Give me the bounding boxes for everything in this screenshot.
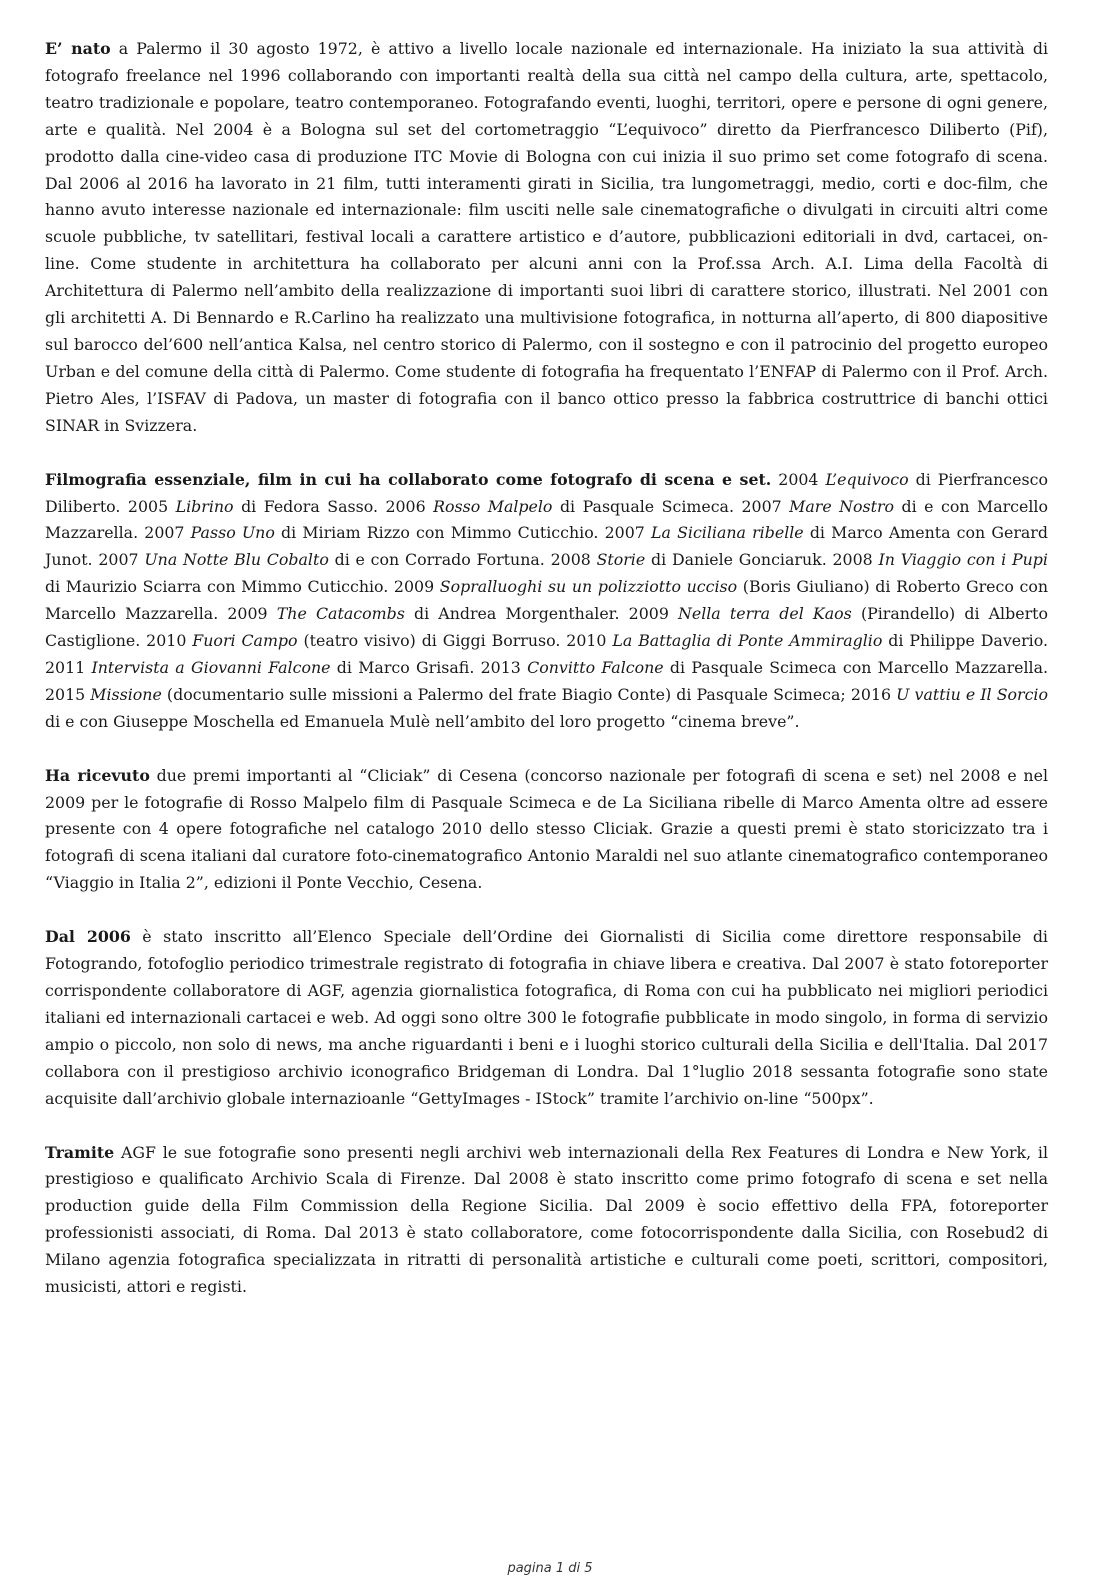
paragraph-text: due premi importanti al “Cliciak” di Cesena (concorso nazionale per fotografi di scena e set) nel 2008 e nel 2009 per le fotografie di Rosso Malpelo film di Pasquale Scimeca e de La Siciliana ribelle di Marco Amenta oltre ad essere presente con 4 opere fotografiche nel catalogo 2010 dello stesso Cliciak. Grazie a questi premi è stato storicizzato tra i fotografi di scena italiani dal curatore foto-cinematografico Antonio Maraldi nel suo atlante cinematografico contemporaneo “Viaggio in Italia 2”, edizioni il Ponte Vecchio, Cesena.	[45, 765, 1049, 893]
film-title: Nella terra del Kaos	[678, 604, 852, 624]
paragraph-text: AGF le sue fotografie sono presenti negli archivi web internazionali della Rex Features di Londra e New York, il prestigioso e qualificato Archivio Scala di Firenze. Dal 2008 è stato inscritto come primo fotografo di scena e set nella production guide della Film Commission della Regione Sicilia. Dal 2009 è socio effettivo della FPA, fotoreporter professionisti associati, di Roma. Dal 2013 è stato collaboratore, come fotocorrispondente dalla Sicilia, con Rosebud2 di Milano agenzia fotografica specializzata in ritratti di personalità artistiche e culturali come poeti, scrittori, compositori, musicisti, attori e registi.	[45, 1142, 1048, 1297]
film-title: Intervista a Giovanni Falcone	[91, 657, 331, 677]
filmography-text: (teatro visivo) di Giggi Borruso. 2010	[297, 631, 613, 651]
filmography-text: di Marco Amenta con Gerard Junot. 2007	[45, 523, 1048, 570]
journalism-paragraph	[45, 924, 1048, 1112]
biography-paragraph	[45, 36, 1048, 440]
filmography-text: di e con Corrado Fortuna. 2008	[328, 550, 597, 570]
film-title: U vattiu e Il Sorcio	[896, 684, 1048, 704]
filmography-text: di Daniele Gonciaruk. 2008	[645, 550, 879, 570]
filmography-text: di e con Giuseppe Moschella ed Emanuela Mulè nell’ambito del loro progetto “cinema breve”.	[45, 711, 800, 731]
film-title: Librino	[175, 496, 234, 516]
film-title: Una Notte Blu Cobalto	[144, 550, 329, 570]
film-title: Fuori Campo	[192, 631, 298, 651]
filmography-text: di Pierfrancesco Diliberto. 2005	[45, 469, 1048, 516]
document-body	[45, 36, 1048, 1301]
filmography-text: di e con Marcello Mazzarella. 2007	[45, 496, 1048, 543]
film-title: La Battaglia di Ponte Ammiraglio	[612, 631, 883, 651]
film-title: Convitto Falcone	[527, 657, 664, 677]
filmography-text: di Andrea Morgenthaler. 2009	[404, 604, 679, 624]
paragraph-lead: Tramite	[45, 1142, 115, 1162]
film-title: L’equivoco	[825, 469, 909, 489]
paragraph-text: è stato inscritto all’Elenco Speciale dell’Ordine dei Giornalisti di Sicilia come direttore responsabile di Fotogrando, fotofoglio periodico trimestrale registrato di fotografia in chiave libera e creativa. Dal 2007 è stato fotoreporter corrispondente collaboratore di AGF, agenzia giornalistica fotografica, di Roma con cui ha pubblicato nei migliori periodici italiani ed internazionali cartacei e web. Ad oggi sono oltre 300 le fotografie pubblicate in modo singolo, in forma di servizio ampio o piccolo, non solo di news, ma anche riguardanti i beni e i luoghi storico culturali della Sicilia e dell'Italia. Dal 2017 collabora con il prestigioso archivio iconografico Bridgeman di Londra. Dal 1°luglio 2018 sessanta fotografie sono state acquisite dall’archivio globale internazioanle “GettyImages - IStock” tramite l’archivio on-line “500px”.	[45, 927, 1048, 1108]
paragraph-text: a Palermo il 30 agosto 1972, è attivo a livello locale nazionale ed internazionale. Ha iniziato la sua attività di fotografo freelance nel 1996 collaborando con importanti realtà della sua città nel campo della cultura, arte, spettacolo, teatro tradizionale e popolare, teatro contemporaneo. Fotografando eventi, luoghi, territori, opere e persone di ogni genere, arte e qualità. Nel 2004 è a Bologna sul set del cortometraggio “L’equivoco” diretto da Pierfrancesco Diliberto (Pif), prodotto dalla cine-video casa di produzione ITC Movie di Bologna con cui inizia il suo primo set come fotografo di scena. Dal 2006 al 2016 ha lavorato in 21 film, tutti interamenti girati in Sicilia, tra lungometraggi, medio, corti e doc-film, che hanno avuto interesse nazionale ed internazionale: film usciti nelle sale cinematografiche o divulgati in circuiti altri come scuole pubbliche, tv satellitari, festival locali a carattere artistico e d’autore, pubblicazioni editoriali in dvd, cartacei, on-line. Come studente in architettura ha collaborato per alcuni anni con la Prof.ssa Arch. A.I. Lima della Facoltà di Architettura di Palermo nell’ambito della realizzazione di importanti suoi libri di carattere storico, illustrati. Nel 2001 con gli architetti A. Di Bennardo e R.Carlino ha realizzato una multivisione fotografica, in notturna all’aperto, di 800 diapositive sul barocco del’600 nell’antica Kalsa, nel centro storico di Palermo, con il sostegno e con il patrocinio del progetto europeo Urban e del comune della città di Palermo. Come studente di fotografia ha frequentato l’ENFAP di Palermo con il Prof. Arch. Pietro Ales, l’ISFAV di Padova, un master di fotografia con il banco ottico presso la fabbrica costruttrice di banchi ottici SINAR in Svizzera.	[45, 39, 1048, 435]
filmography-paragraph	[45, 467, 1048, 736]
film-title: Passo Uno	[190, 523, 275, 543]
film-title: The Catacombs	[276, 604, 405, 624]
filmography-text: di Maurizio Sciarra con Mimmo Cuticchio. 2009	[45, 577, 440, 597]
film-title: Mare Nostro	[789, 496, 895, 516]
filmography-text: (Boris Giuliano) di Roberto Greco con Marcello Mazzarella. 2009	[45, 577, 1049, 624]
film-title: Sopralluoghi su un polizziotto ucciso	[439, 577, 738, 597]
filmography-text: (Pirandello) di Alberto Castiglione. 2010	[45, 604, 1048, 651]
film-title: Missione	[90, 684, 162, 704]
film-title: In Viaggio con i Pupi	[878, 550, 1048, 570]
paragraph-lead: Filmografia essenziale, film in cui ha collaborato come fotografo di scena e set.	[45, 469, 772, 489]
filmography-text: (documentario sulle missioni a Palermo del frate Biagio Conte) di Pasquale Scimeca; 2016	[161, 684, 897, 704]
film-title: La Siciliana ribelle	[651, 523, 804, 543]
paragraph-lead: Ha ricevuto	[45, 765, 150, 785]
paragraph-lead: Dal 2006	[45, 927, 131, 947]
paragraph-lead: E’ nato	[45, 39, 111, 58]
filmography-text: di Pasquale Scimeca con Marcello Mazzarella. 2015	[45, 657, 1049, 704]
filmography-text: di Miriam Rizzo con Mimmo Cuticchio. 2007	[274, 523, 651, 543]
filmography-text: di Pasquale Scimeca. 2007	[552, 496, 790, 516]
page-number: pagina 1 di 5	[507, 1561, 593, 1576]
film-title: Rosso Malpelo	[433, 496, 553, 516]
awards-paragraph	[45, 763, 1048, 898]
film-title: Storie	[596, 550, 646, 570]
archives-paragraph	[45, 1140, 1048, 1301]
filmography-text: di Philippe Daverio. 2011	[45, 631, 1048, 677]
filmography-text: di Marco Grisafi. 2013	[330, 657, 528, 677]
filmography-text: di Fedora Sasso. 2006	[233, 496, 434, 516]
filmography-text: 2004	[771, 469, 826, 489]
